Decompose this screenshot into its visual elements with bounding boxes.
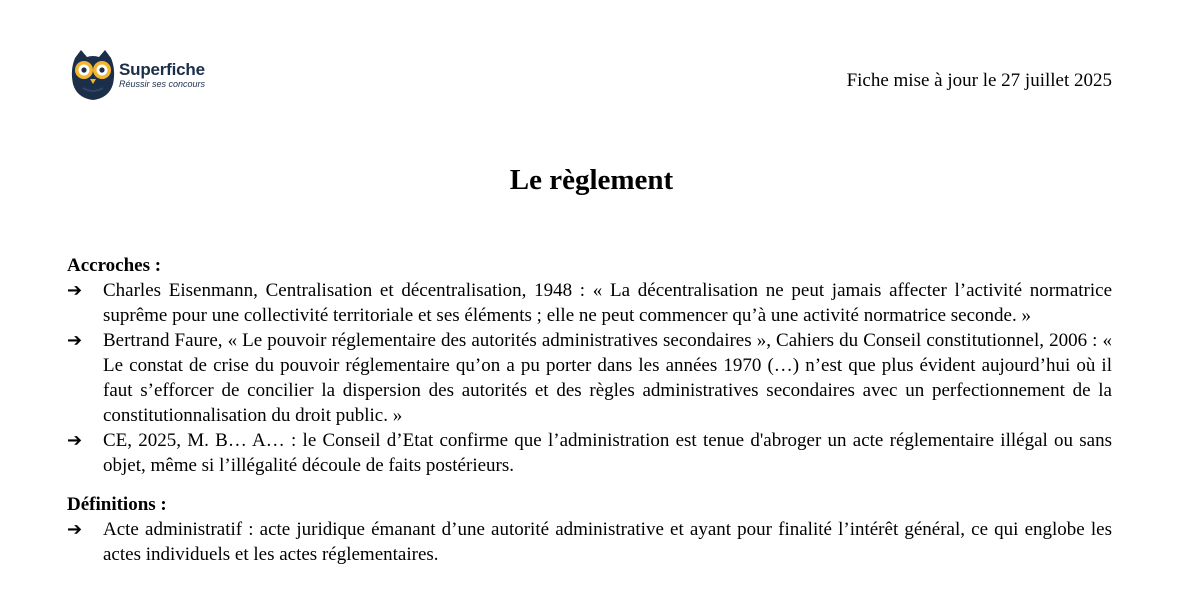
document-body xyxy=(67,253,1112,567)
page-title: Le règlement xyxy=(509,164,674,196)
item-list xyxy=(67,278,1112,478)
update-date: Fiche mise à jour le 27 juillet 2025 xyxy=(846,70,1112,91)
right-arrow-icon: ➔ xyxy=(67,280,83,301)
list-item-text: Bertrand Faure, « Le pouvoir réglementaire des autorités administratives secondaires », Cahiers du Conseil constitutionnel, 2006 : « Le constat de crise du pouvoir réglementaire qu’on a pu porter dans les années 1970 (…) n’est que plus évident aujourd’hui où il faut s’efforcer de concilier la dispersion des autorités et des règles administratives secondaires avec un perfectionnement de la constitutionnalisation du droit public. » xyxy=(103,330,1112,426)
brand-name: Superfiche xyxy=(119,60,205,79)
owl-logo-icon xyxy=(69,48,117,102)
brand-tagline: Réussir ses concours xyxy=(119,79,206,89)
section-definitions xyxy=(67,492,1112,567)
section-heading: Accroches : xyxy=(67,255,162,276)
item-list xyxy=(67,517,1112,567)
list-item xyxy=(67,328,1112,428)
list-item-text: CE, 2025, M. B… A… : le Conseil d’Etat confirme que l’administration est tenue d'abroger un acte réglementaire illégal ou sans objet, même si l’illégalité découle de faits postérieurs. xyxy=(103,430,1112,476)
list-item xyxy=(67,517,1112,567)
section-accroches xyxy=(67,253,1112,478)
list-item-text: Charles Eisenmann, Centralisation et décentralisation, 1948 : « La décentralisation ne peut jamais affecter l’activité normatrice suprême pour une collectivité territoriale et ses éléments ; elle ne peut commencer qu’à une activité normatrice seconde. » xyxy=(103,280,1112,326)
list-item xyxy=(67,428,1112,478)
list-item-text: Acte administratif : acte juridique émanant d’une autorité administrative et ayant pour finalité l’intérêt général, ce qui englobe les actes individuels et les actes réglementaires. xyxy=(103,519,1112,565)
right-arrow-icon: ➔ xyxy=(67,330,83,351)
right-arrow-icon: ➔ xyxy=(67,430,83,451)
section-heading: Définitions : xyxy=(67,494,167,515)
list-item xyxy=(67,278,1112,328)
superfiche-logo xyxy=(69,48,205,102)
right-arrow-icon: ➔ xyxy=(67,519,83,540)
